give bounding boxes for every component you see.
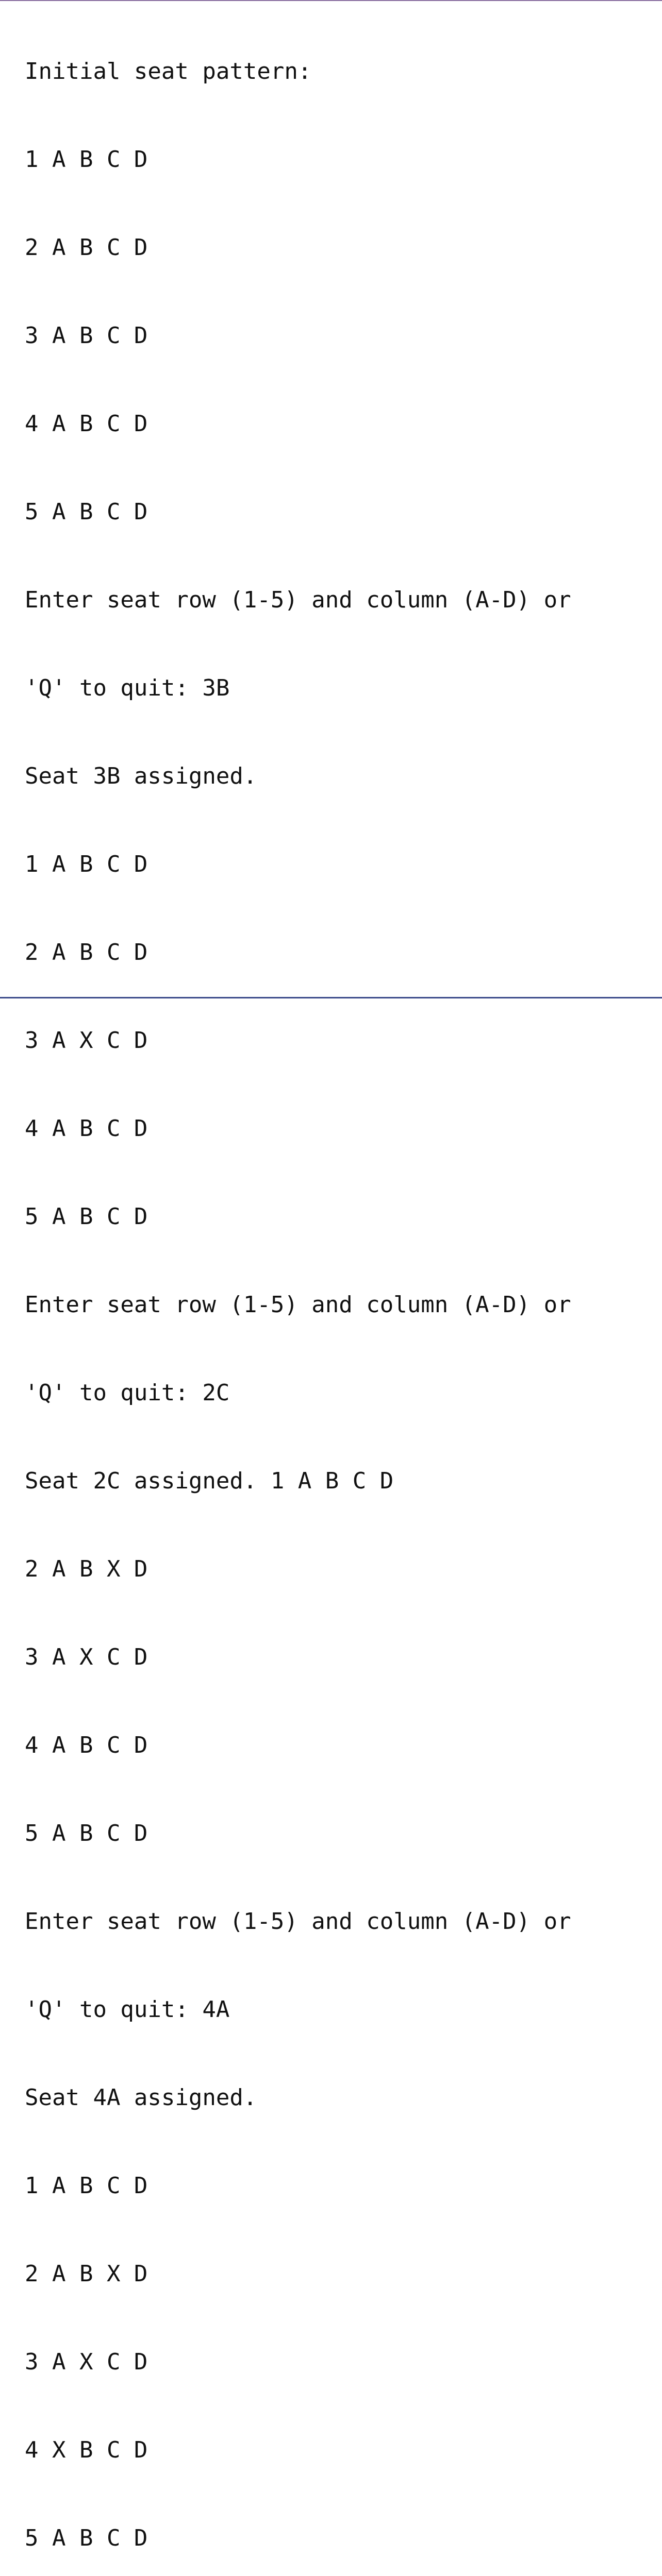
output-line: 2 A B C D <box>25 939 148 965</box>
terminal-output <box>25 0 599 2576</box>
output-line: 1 A B C D <box>25 851 148 877</box>
output-line: 'Q' to quit: 2C <box>25 1380 230 1406</box>
output-line: 1 A B C D <box>25 146 148 173</box>
output-line: Enter seat row (1-5) and column (A-D) or <box>25 1908 571 1935</box>
output-line: 5 A B C D <box>25 499 148 525</box>
output-line: 5 A B C D <box>25 2525 148 2551</box>
window-bottom-border <box>0 997 662 998</box>
output-line: 4 A B C D <box>25 1732 148 1758</box>
output-line: 'Q' to quit: 3B <box>25 675 230 701</box>
output-line: Seat 4A assigned. <box>25 2084 257 2111</box>
output-line: Seat 2C assigned. 1 A B C D <box>25 1468 394 1494</box>
output-line: Initial seat pattern: <box>25 58 312 84</box>
output-line: 5 A B C D <box>25 1820 148 1846</box>
output-line: Enter seat row (1-5) and column (A-D) or <box>25 1292 571 1318</box>
output-line: 3 A X C D <box>25 1027 148 1054</box>
output-line: 5 A B C D <box>25 1204 148 1230</box>
output-line: 1 A B C D <box>25 2173 148 2199</box>
output-line: 2 A B X D <box>25 1556 148 1582</box>
output-line: 'Q' to quit: 4A <box>25 1996 230 2023</box>
output-line: 2 A B X D <box>25 2261 148 2287</box>
output-line: 2 A B C D <box>25 234 148 261</box>
output-line: 3 A X C D <box>25 1644 148 1670</box>
output-line: Seat 3B assigned. <box>25 763 257 789</box>
output-line: 3 A B C D <box>25 323 148 349</box>
output-line: Enter seat row (1-5) and column (A-D) or <box>25 587 571 613</box>
output-line: 3 A X C D <box>25 2349 148 2375</box>
output-line: 4 A B C D <box>25 411 148 437</box>
output-line: 4 A B C D <box>25 1115 148 1142</box>
output-line: 4 X B C D <box>25 2437 148 2463</box>
